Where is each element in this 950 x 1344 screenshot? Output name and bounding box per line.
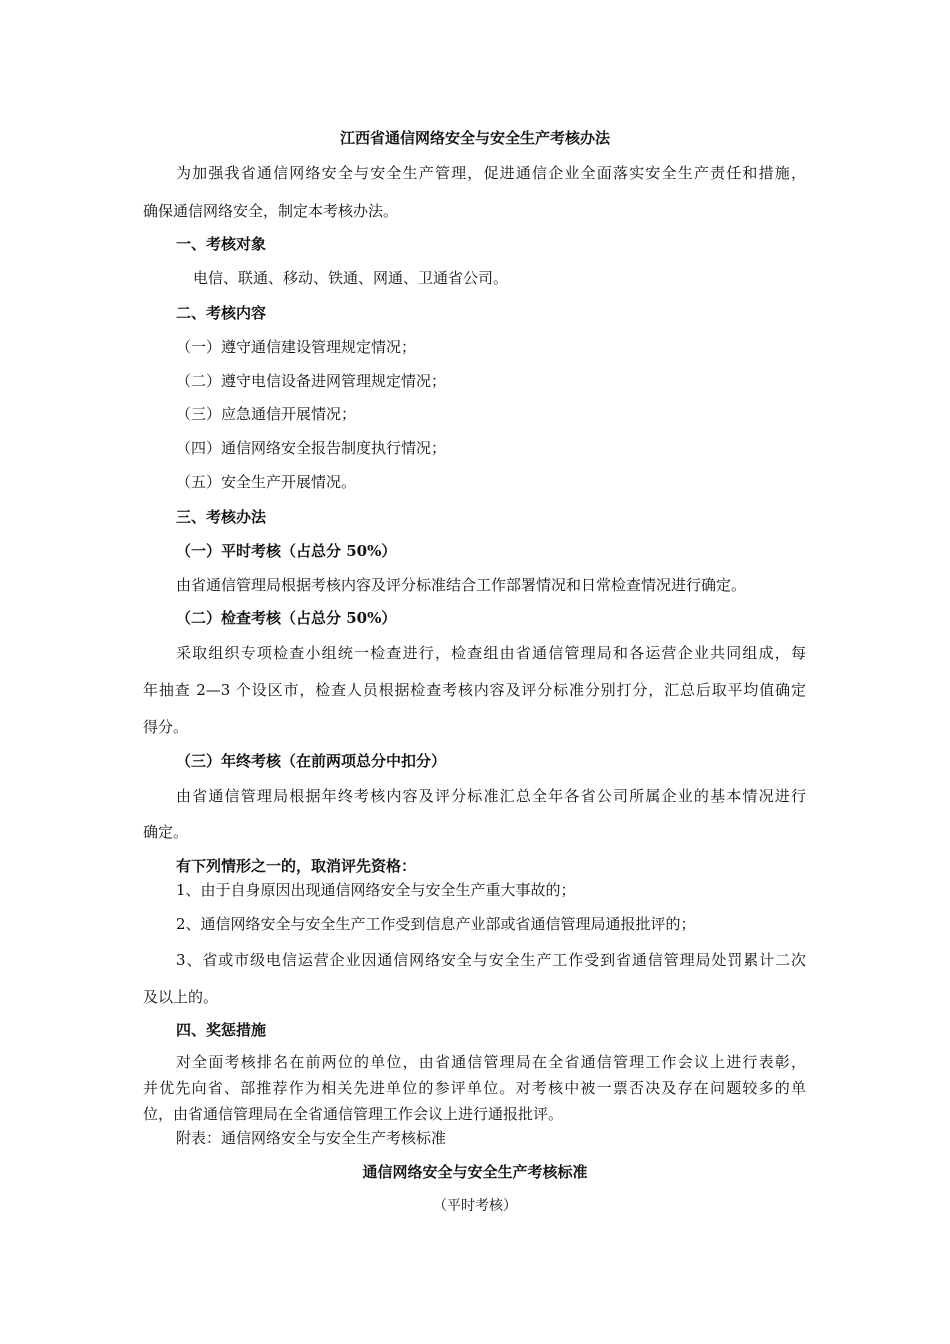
cancel-item: 3、省或市级电信运营企业因通信网络安全与安全生产工作受到省通信管理局处罚累计二次 [176,951,806,969]
section-4-line-3: 位，由省通信管理局在全省通信管理工作会议上进行通报批评。 [143,1105,564,1123]
subsection-3-line-2: 确定。 [143,823,189,841]
cancel-item: 1、由于自身原因出现通信网络安全与安全生产重大事故的； [176,881,576,899]
section-2-item: （四）通信网络安全报告制度执行情况； [176,439,447,457]
section-1-heading: 一、考核对象 [176,235,267,253]
document-title: 江西省通信网络安全与安全生产考核办法 [339,129,610,147]
section-2-item: （二）遵守电信设备进网管理规定情况； [176,372,447,390]
standard-title: 通信网络安全与安全生产考核标准 [362,1163,588,1181]
section-2-item: （三）应急通信开展情况； [176,405,357,423]
section-4-line-1: 对全面考核排名在前两位的单位，由省通信管理局在全省通信管理工作会议上进行表彰， [176,1053,806,1071]
intro-line-1: 为加强我省通信网络安全与安全生产管理，促进通信企业全面落实安全生产责任和措施， [176,164,806,182]
section-3-heading: 三、考核办法 [176,508,267,526]
section-4-line-2: 并优先向省、部推荐作为相关先进单位的参评单位。对考核中被一票否决及存在问题较多的单 [143,1079,806,1097]
cancel-item-continued: 及以上的。 [143,988,219,1006]
subsection-2-line-1: 采取组织专项检查小组统一检查进行，检查组由省通信管理局和各运营企业共同组成，每 [176,644,806,662]
subsection-1-text: 由省通信管理局根据考核内容及评分标准结合工作部署情况和日常检查情况进行确定。 [176,576,747,594]
subsection-3-line-1: 由省通信管理局根据年终考核内容及评分标准汇总全年各省公司所属企业的基本情况进行 [176,787,806,805]
standard-subtitle: （平时考核） [433,1198,517,1214]
section-4-heading: 四、奖惩措施 [176,1021,267,1039]
section-2-heading: 二、考核内容 [176,304,267,322]
subsection-1-heading: （一）平时考核（占总分 50%） [176,542,397,560]
cancel-heading: 有下列情形之一的，取消评先资格： [176,857,417,875]
subsection-2-line-3: 得分。 [143,718,189,736]
subsection-2-line-2: 年抽查 2—3 个设区市，检查人员根据检查考核内容及评分标准分别打分，汇总后取平均值确定 [143,681,806,699]
section-2-item: （五）安全生产开展情况。 [176,473,357,491]
subsection-2-heading: （二）检查考核（占总分 50%） [176,609,397,627]
intro-line-2: 确保通信网络安全，制定本考核办法。 [143,202,399,220]
section-1-text: 电信、联通、移动、铁通、网通、卫通省公司。 [193,269,509,287]
cancel-item: 2、通信网络安全与安全生产工作受到信息产业部或省通信管理局通报批评的； [176,915,696,933]
subsection-3-heading: （三）年终考核（在前两项总分中扣分） [176,752,447,770]
section-2-item: （一）遵守通信建设管理规定情况； [176,338,417,356]
appendix-line: 附表：通信网络安全与安全生产考核标准 [176,1129,447,1147]
